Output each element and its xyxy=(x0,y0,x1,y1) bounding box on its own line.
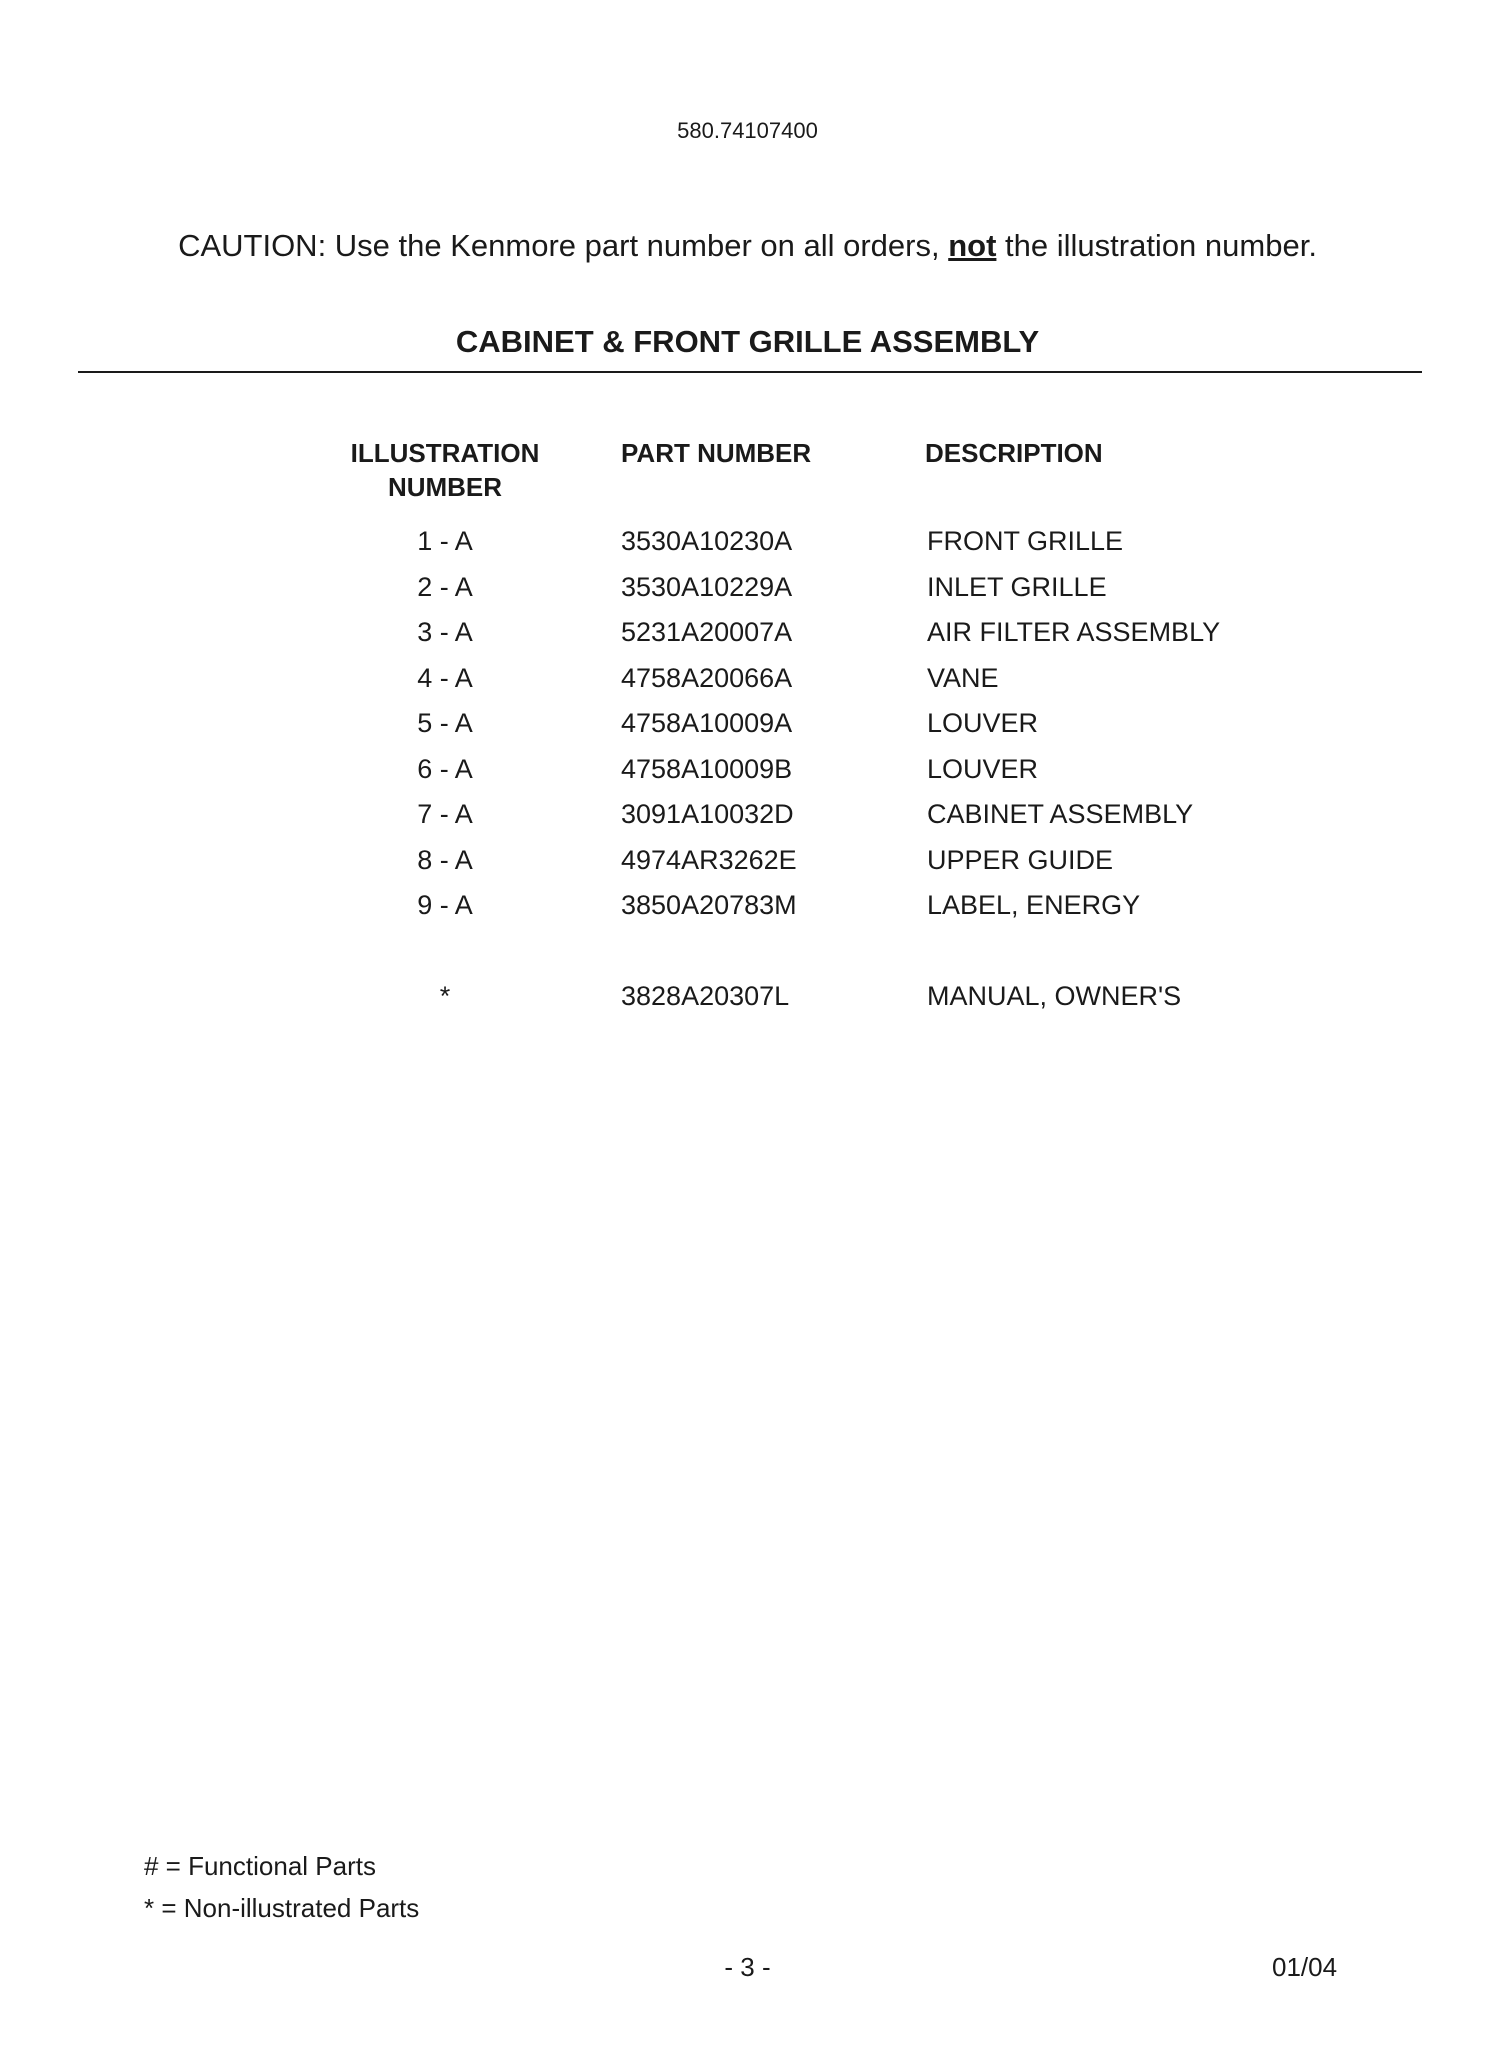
illustration-number: 5 - A xyxy=(417,708,473,738)
part-number: 3530A10229A xyxy=(621,571,793,602)
legend-non-illustrated-parts: * = Non-illustrated Parts xyxy=(144,1893,420,1923)
part-number: 4974AR3262E xyxy=(621,844,797,875)
part-number: 3828A20307L xyxy=(621,981,790,1011)
header-illustration-line2: NUMBER xyxy=(387,472,503,502)
caution-suffix: the illustration number. xyxy=(996,228,1317,263)
part-description: VANE xyxy=(927,662,999,693)
legend-functional-parts: # = Functional Parts xyxy=(144,1851,376,1881)
illustration-number: 4 - A xyxy=(417,662,473,693)
part-description: LOUVER xyxy=(927,753,1039,784)
part-description: LOUVER xyxy=(927,708,1039,738)
table-spacer xyxy=(0,936,1495,982)
illustration-number: * xyxy=(439,981,451,1011)
parts-table xyxy=(0,526,1495,1027)
part-number: 3091A10032D xyxy=(621,799,794,829)
part-description: AIR FILTER ASSEMBLY xyxy=(927,617,1221,647)
table-row xyxy=(0,890,1495,936)
revision-date: 01/04 xyxy=(1272,1952,1338,1982)
table-row xyxy=(0,572,1495,618)
table-row xyxy=(0,617,1495,663)
illustration-number: 2 - A xyxy=(417,571,473,602)
table-row xyxy=(0,845,1495,891)
part-description: CABINET ASSEMBLY xyxy=(927,799,1194,829)
illustration-number: 8 - A xyxy=(417,844,473,875)
part-description: LABEL, ENERGY xyxy=(927,890,1141,920)
illustration-number: 9 - A xyxy=(417,890,473,920)
page-number: - 3 - xyxy=(724,1952,771,1982)
part-number: 4758A10009B xyxy=(621,753,793,784)
part-number: 3850A20783M xyxy=(621,890,797,920)
part-number: 5231A20007A xyxy=(621,617,793,647)
illustration-number: 3 - A xyxy=(417,617,473,647)
table-row xyxy=(0,754,1495,800)
part-description: MANUAL, OWNER'S xyxy=(927,981,1182,1011)
table-row xyxy=(0,799,1495,845)
part-number: 3530A10230A xyxy=(621,526,793,556)
caution-notice xyxy=(0,228,1495,264)
part-description: UPPER GUIDE xyxy=(927,844,1114,875)
part-description: INLET GRILLE xyxy=(927,571,1107,602)
header-illustration-line1: ILLUSTRATION xyxy=(350,438,540,468)
model-number: 580.74107400 xyxy=(677,118,818,143)
header-description: DESCRIPTION xyxy=(925,438,1103,468)
header-illustration-number xyxy=(300,436,590,504)
caution-emphasis: not xyxy=(948,228,997,263)
illustration-number: 7 - A xyxy=(417,799,473,829)
section-title: CABINET & FRONT GRILLE ASSEMBLY xyxy=(455,324,1040,359)
part-number: 4758A10009A xyxy=(621,708,793,738)
illustration-number: 1 - A xyxy=(417,526,473,556)
header-part-number: PART NUMBER xyxy=(621,438,812,468)
part-description: FRONT GRILLE xyxy=(927,526,1124,556)
table-row xyxy=(0,526,1495,572)
caution-prefix: CAUTION: Use the Kenmore part number on all orders, xyxy=(178,228,949,263)
table-row xyxy=(0,708,1495,754)
title-divider xyxy=(78,371,1422,373)
illustration-number: 6 - A xyxy=(417,753,473,784)
table-row xyxy=(0,981,1495,1027)
table-row xyxy=(0,663,1495,709)
part-number: 4758A20066A xyxy=(621,662,793,693)
